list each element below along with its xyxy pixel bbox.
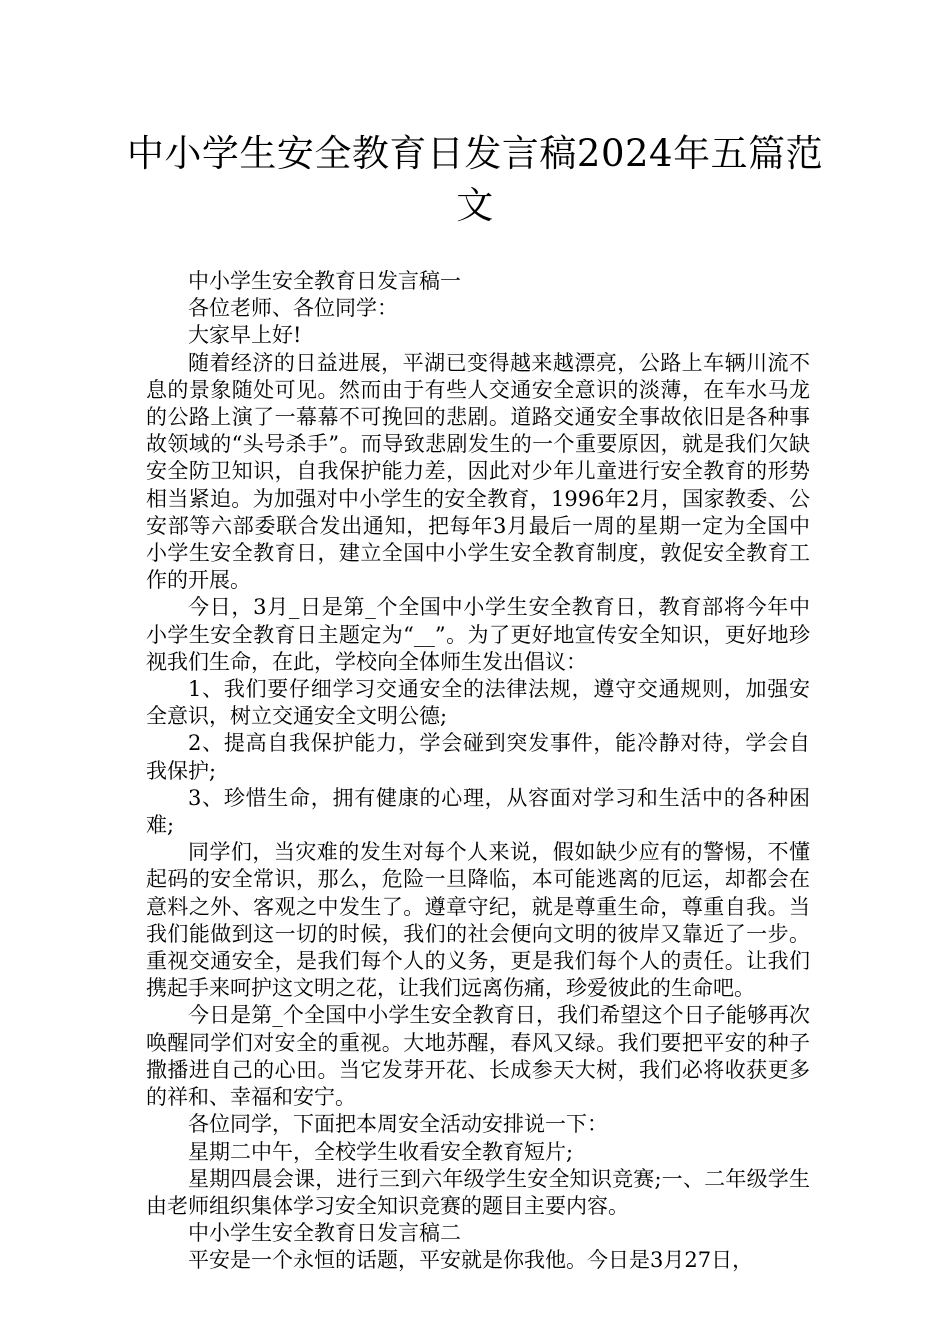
section-heading-1: 中小学生安全教育日发言稿一	[188, 269, 461, 293]
list-item: 3、珍惜生命，拥有健康的心理，从容面对学习和生活中的各种困难;	[146, 785, 810, 838]
document-title: 中小学生安全教育日发言稿2024年五篇范文	[126, 132, 824, 227]
schedule-item: 星期二中午，全校学生收看安全教育短片;	[188, 1139, 574, 1164]
paragraph: 各位同学，下面把本周安全活动安排说一下：	[188, 1112, 608, 1137]
greeting-line: 各位老师、各位同学：	[188, 296, 398, 321]
list-item: 2、提高自我保护能力，学会碰到突发事件，能冷静对待，学会自我保护;	[146, 731, 810, 783]
document-body	[146, 268, 810, 1275]
paragraph: 同学们，当灾难的发生对每个人来说，假如缺少应有的警惕，不懂起码的安全常识，那么，危险一旦降临，本可能逃离的厄运，却都会在意料之外、客观之中发生了。遵章守纪，就是尊重生命，尊重自我。当我们能做到这一切的时候，我们的社会便向文明的彼岸又靠近了一步。重视交通安全，是我们每个人的义务，更是我们每个人的责任。让我们携起手来呵护这文明之花，让我们远离伤痛，珍爱彼此的生命吧。	[146, 840, 810, 1001]
paragraph: 平安是一个永恒的话题，平安就是你我他。今日是3月27日，	[188, 1248, 754, 1273]
greeting-line: 大家早上好!	[188, 323, 302, 348]
paragraph: 今日，3月_日是第_个全国中小学生安全教育日，教育部将今年中小学生安全教育日主题定为“__”。为了更好地宣传安全知识，更好地珍视我们生命，在此，学校向全体师生发出倡议：	[146, 595, 810, 674]
paragraph: 今日是第_个全国中小学生安全教育日，我们希望这个日子能够再次唤醒同学们对安全的重视。大地苏醒，春风又绿。我们要把平安的种子撒播进自己的心田。当它发芽开花、长成参天大树，我们必将收获更多的祥和、幸福和安宁。	[146, 1003, 810, 1110]
section-heading-2: 中小学生安全教育日发言稿二	[188, 1221, 461, 1246]
paragraph: 随着经济的日益进展，平湖已变得越来越漂亮，公路上车辆川流不息的景象随处可见。然而由于有些人交通安全意识的淡薄，在车水马龙的公路上演了一幕幕不可挽回的悲剧。道路交通安全事故依旧是各种事故领域的“头号杀手”。而导致悲剧发生的一个重要原因，就是我们欠缺安全防卫知识，自我保护能力差，因此对少年儿童进行安全教育的形势相当紧迫。为加强对中小学生的安全教育，1996年2月，国家教委、公安部等六部委联合发出通知，把每年3月最后一周的星期一定为全国中小学生安全教育日，建立全国中小学生安全教育制度，敦促安全教育工作的开展。	[146, 350, 810, 593]
schedule-item: 星期四晨会课，进行三到六年级学生安全知识竞赛;一、二年级学生由老师组织集体学习安全知识竞赛的题目主要内容。	[146, 1166, 810, 1218]
list-item: 1、我们要仔细学习交通安全的法律法规，遵守交通规则，加强安全意识，树立交通安全文明公德;	[146, 677, 810, 729]
